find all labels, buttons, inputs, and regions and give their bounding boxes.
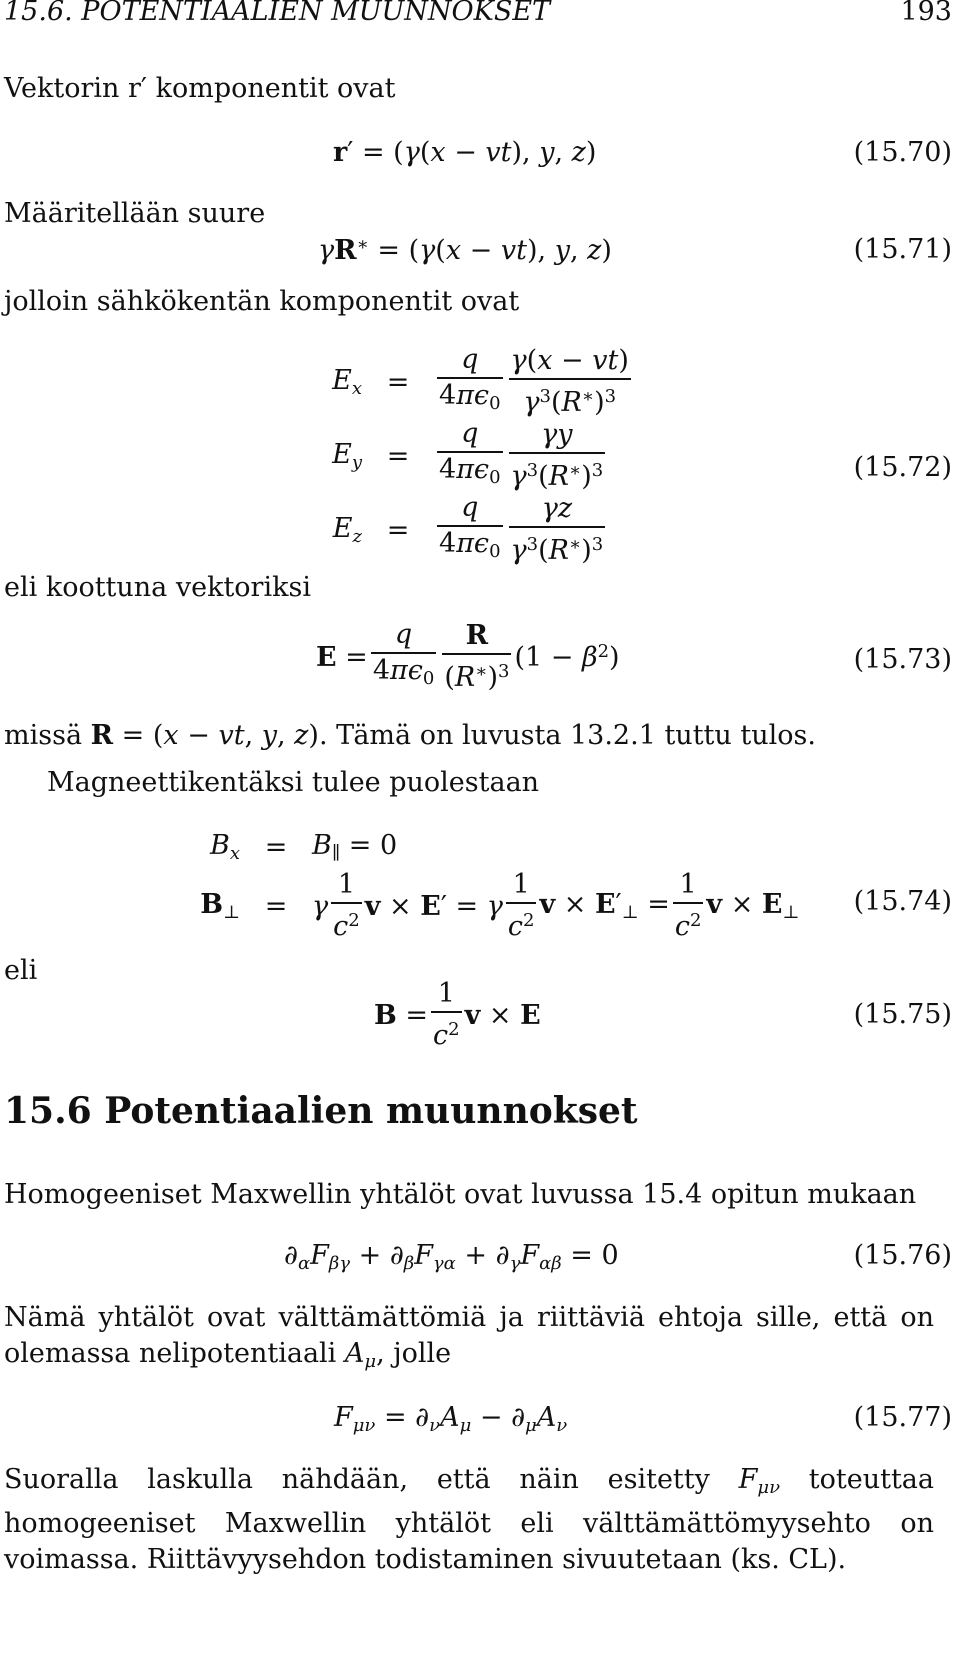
equation-15-72	[312, 345, 634, 567]
equation-row-bperp: $B_\perp$ = γ $\frac{1}{c^2}$ v × E′ = γ $\frac{1}{c^2}$ $v \times E'_\perp$ = $\frac{1}{c^2}$ $v \times E_\perp$	[200, 869, 800, 942]
equation-15-73: E = $\frac{q}{4\pi\epsilon_0}$ $\frac{R}{(R^∗)^3}$ $(1 - \beta^2)$	[316, 619, 620, 693]
equation-number-15-70: (15.70)	[853, 137, 952, 168]
equation-15-77: $F_{\mu\nu} = \partial_\nu A_\mu - \partial_\mu A_\nu$	[334, 1402, 568, 1436]
paragraph-where: missä R = (x − vt, y, z). Tämä on luvusta 13.2.1 tuttu tulos.	[4, 720, 816, 751]
paragraph-necessary: Nämä yhtälöt ovat välttämättömiä ja riittäviä ehtoja sille, että on olemassa nelipotentiaali $A_\mu$, jolle	[4, 1302, 934, 1372]
equation-15-75: B = $\frac{1}{c^2}$ v × E	[374, 978, 541, 1051]
equation-15-70: r′ = (γ(x − vt), y, z)	[333, 137, 597, 168]
section-heading: 15.6 Potentiaalien muunnokset	[4, 1090, 638, 1132]
page-number: 193	[900, 0, 952, 27]
paragraph-vector-intro: Vektorin r′ komponentit ovat	[4, 73, 396, 104]
equation-number-15-71: (15.71)	[853, 234, 952, 265]
paragraph-define: Määritellään suure	[4, 198, 266, 229]
equation-number-15-76: (15.76)	[853, 1240, 952, 1271]
running-header-section: 15.6. POTENTIAALIEN MUUNNOKSET	[4, 0, 551, 27]
equation-15-71: γR∗ = (γ(x − vt), y, z)	[318, 234, 612, 266]
paragraph-combined: eli koottuna vektoriksi	[4, 572, 311, 603]
paragraph-homogeneous: Homogeeniset Maxwellin yhtälöt ovat luvussa 15.4 opitun mukaan	[4, 1179, 917, 1210]
equation-row-ez: $E_z$ = $\frac{q}{4\pi\epsilon_0}$ $\frac{\gamma z}{\gamma^3(R^∗)^3}$	[332, 492, 604, 566]
paragraph-field-components: jolloin sähkökentän komponentit ovat	[4, 286, 520, 317]
paragraph-direct: Suoralla laskulla nähdään, että näin esitetty $F_{\mu\nu}$ toteuttaa homogeeniset Maxwellin yhtälöt eli välttämättömyysehto on voimassa. Riittävyysehdon todistaminen sivuutetaan (ks. CL).	[4, 1464, 934, 1575]
equation-number-15-72: (15.72)	[853, 452, 952, 483]
equation-row-bx: $B_x$ = $B_\parallel = 0$	[210, 830, 398, 864]
equation-row-ey: $E_y$ = $\frac{q}{4\pi\epsilon_0}$ $\frac{\gamma y}{\gamma^3(R^∗)^3}$	[332, 418, 604, 492]
equation-row-ex: $E_x$ = $\frac{q}{4\pi\epsilon_0}$ $\frac{\gamma(x - vt)}{\gamma^3(R^∗)^3}$	[332, 344, 629, 418]
paragraph-eli: eli	[4, 955, 38, 986]
equation-number-15-74: (15.74)	[853, 886, 952, 917]
equation-number-15-73: (15.73)	[853, 644, 952, 675]
paragraph-magnetic: Magneettikentäksi tulee puolestaan	[47, 767, 540, 798]
equation-15-74	[182, 826, 799, 944]
equation-number-15-77: (15.77)	[853, 1402, 952, 1433]
equation-number-15-75: (15.75)	[853, 999, 952, 1030]
equation-15-76: $\partial_\alpha F_{\beta\gamma} + \partial_\beta F_{\gamma\alpha} + \partial_\gamma F_{\alpha\beta} = 0$	[284, 1240, 619, 1274]
